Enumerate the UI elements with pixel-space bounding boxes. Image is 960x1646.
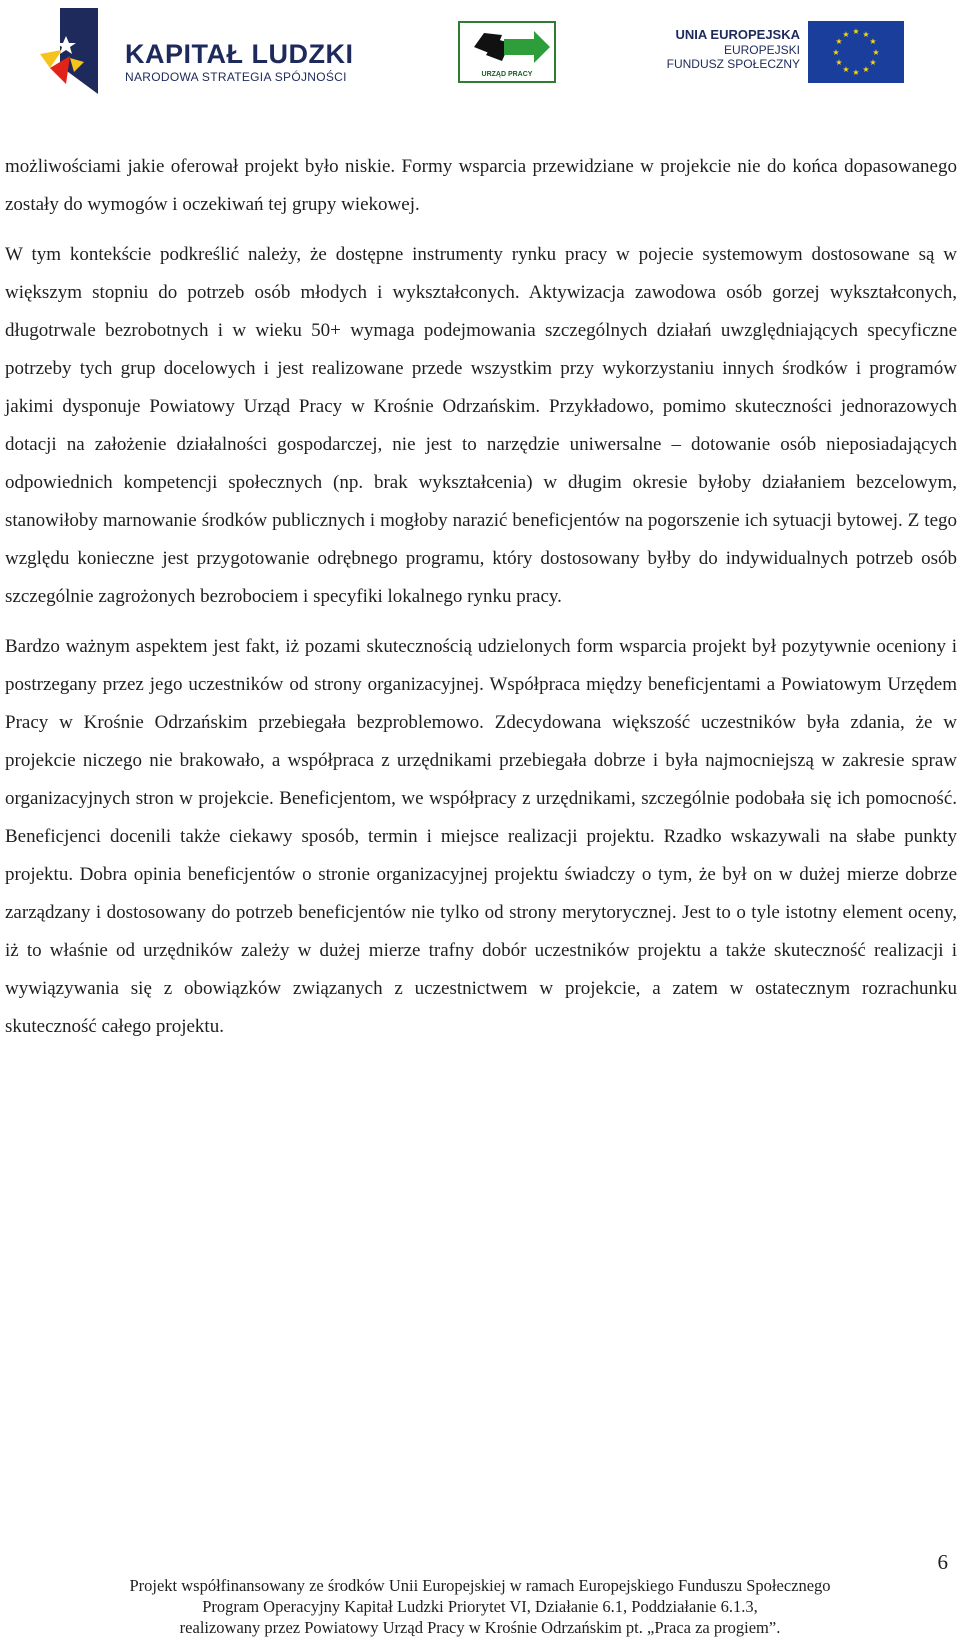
eu-fund-line2: FUNDUSZ SPOŁECZNY [666, 57, 800, 71]
footer-line: realizowany przez Powiatowy Urząd Pracy w Krośnie Odrzańskim pt. „Praca za progiem”. [179, 1618, 781, 1637]
eu-logo [660, 21, 910, 83]
paragraph: możliwościami jakie oferował projekt było niskie. Formy wsparcia przewidziane w projekcie nie do końca dopasowanego zostały do wymogów i oczekiwań tej grupy wiekowej. [5, 156, 957, 215]
eu-title: UNIA EUROPEJSKA [675, 27, 800, 42]
kapital-ludzki-emblem-icon [40, 6, 120, 98]
eu-flag-icon [808, 21, 904, 83]
svg-text:★: ★ [835, 37, 843, 46]
svg-text:★: ★ [842, 65, 850, 74]
page-footer [60, 1575, 900, 1638]
urzad-pracy-logo [458, 21, 556, 83]
kapital-ludzki-logo [40, 6, 360, 98]
paragraph: W tym kontekście podkreślić należy, że dostępne instrumenty rynku pracy w pojecie systemowym dostosowane są w większym stopniu do potrzeb osób młodych i wykształconych. Aktywizacja zawodowa osób gorzej wykształconych, długotrwale bezrobotnych i w wieku 50+ wymaga podejmowania szczególnych działań uwzględniających specyficzne potrzeby tych grup docelowych i jest realizowane przede wszystkim przy wykorzystaniu innych środków i programów jakimi dysponuje Powiatowy Urząd Pracy w Krośnie Odrzańskim. Przykładowo, pomimo skuteczności jednorazowych dotacji na założenie działalności gospodarczej, nie jest to narzędzie uniwersalne – dotowanie osób nieposiadających odpowiednich kompetencji społecznych (np. brak wykształcenia) w długim okresie byłoby działaniem bezcelowym, stanowiłoby marnowanie środków publicznych i mogłoby narazić beneficjentów na pogorszenie ich sytuacji bytowej. Z tego względu konieczne jest przygotowanie odrębnego programu, który dostosowany byłby do indywidualnych potrzeb osób szczególnie zagrożonych bezrobociem i specyfiki lokalnego rynku pracy. [5, 244, 957, 607]
kapital-ludzki-text [125, 40, 353, 84]
svg-text:★: ★ [872, 48, 880, 57]
page-header [0, 0, 960, 110]
svg-text:★: ★ [869, 58, 877, 67]
svg-text:★: ★ [835, 58, 843, 67]
svg-text:★: ★ [852, 68, 860, 77]
eu-text [660, 27, 800, 71]
svg-text:★: ★ [852, 27, 860, 36]
footer-line: Projekt współfinansowany ze środków Unii Europejskiej w ramach Europejskiego Funduszu Społecznego [129, 1576, 831, 1595]
eu-fund-line1: EUROPEJSKI [723, 43, 800, 57]
urzad-pracy-emblem-icon [460, 25, 554, 71]
svg-text:★: ★ [869, 37, 877, 46]
footer-line: Program Operacyjny Kapitał Ludzki Priorytet VI, Działanie 6.1, Poddziałanie 6.1.3, [202, 1597, 758, 1616]
page-number: 6 [937, 1550, 948, 1574]
kapital-ludzki-title: KAPITAŁ LUDZKI [125, 39, 354, 69]
svg-text:★: ★ [832, 48, 840, 57]
urzad-pracy-label: URZĄD PRACY [481, 71, 533, 78]
svg-text:★: ★ [842, 30, 850, 39]
document-body [5, 148, 957, 1058]
paragraph: Bardzo ważnym aspektem jest fakt, iż pozami skutecznością udzielonych form wsparcia projekt był pozytywnie oceniony i postrzegany przez jego uczestników od strony organizacyjnej. Współpraca między beneficjentami a Powiatowym Urzędem Pracy w Krośnie Odrzańskim przebiegała bezproblemowo. Zdecydowana większość uczestników była zdania, że w projekcie niczego nie brakowało, a współpraca z urzędnikami przebiegała dobrze i była najmocniejszą w zakresie spraw organizacyjnych stron w projekcie. Beneficjentom, we współpracy z urzędnikami, szczególnie podobała się ich pomocność. Beneficjenci docenili także ciekawy sposób, termin i miejsce realizacji projektu. Rzadko wskazywali na słabe punkty projektu. Dobra opinia beneficjentów o stronie organizacyjnej projektu świadczy o tym, że był on w dużej mierze dobrze zarządzany i dostosowany do potrzeb beneficjentów nie tylko od strony merytorycznej. Jest to o tyle istotny element oceny, iż to właśnie od urzędników zależy w dużej mierze trafny dobór uczestników projektu a także skuteczność realizacji i wywiązywania się z obowiązków związanych z uczestnictwem w projekcie, a zatem w ostatecznym rozrachunku skuteczność całego projektu. [5, 636, 957, 1037]
svg-text:★: ★ [862, 30, 870, 39]
kapital-ludzki-subtitle: NARODOWA STRATEGIA SPÓJNOŚCI [125, 70, 347, 84]
eu-stars-icon [808, 21, 904, 83]
svg-text:★: ★ [862, 65, 870, 74]
